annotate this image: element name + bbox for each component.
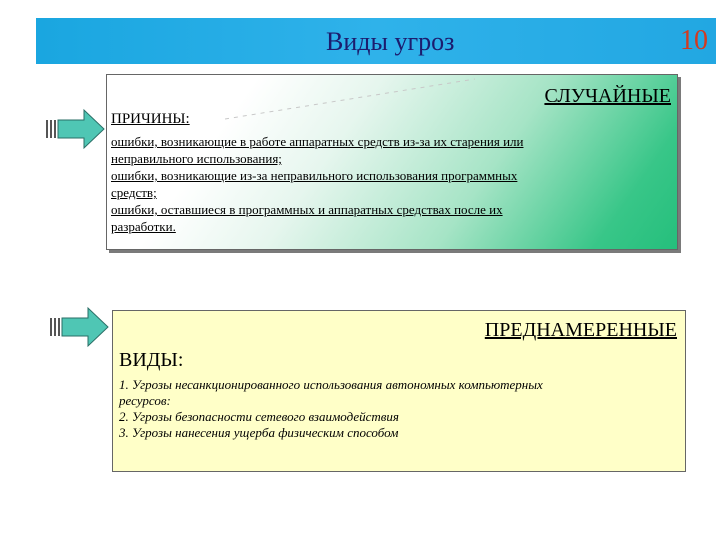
types-label: ВИДЫ: [119, 349, 184, 371]
reason-line: ошибки, оставшиеся в программных и аппаратных средствах после их [111, 202, 503, 217]
type-line: 3. Угрозы нанесения ущерба физическим способом [119, 425, 399, 440]
types-list [119, 377, 659, 441]
slide-number: 10 [680, 25, 708, 56]
reasons-label: ПРИЧИНЫ: [111, 111, 190, 127]
reasons-list [111, 133, 631, 235]
title-bar [36, 18, 716, 64]
decorative-dashed-line [225, 77, 485, 127]
slide-title: Виды угроз [326, 27, 455, 56]
intentional-threats-panel [112, 310, 686, 472]
intentional-title: ПРЕДНАМЕРЕННЫЕ [484, 319, 677, 341]
type-line: 2. Угрозы безопасности сетевого взаимодействия [119, 409, 399, 424]
reason-line: разработки. [111, 219, 176, 234]
reason-line: ошибки, возникающие из-за неправильного использования программных [111, 168, 518, 183]
reason-line: ошибки, возникающие в работе аппаратных средств из-за их старения или [111, 134, 524, 149]
type-line: 1. Угрозы несанкционированного использования автономных компьютерных [119, 377, 543, 392]
right-arrow-icon [46, 108, 106, 150]
right-arrow-icon [50, 306, 110, 348]
reason-line: неправильного использования; [111, 151, 282, 166]
accidental-threats-panel [106, 74, 678, 250]
reason-line: средств; [111, 185, 157, 200]
type-line: ресурсов: [119, 393, 171, 408]
accidental-title: СЛУЧАЙНЫЕ [544, 85, 671, 107]
